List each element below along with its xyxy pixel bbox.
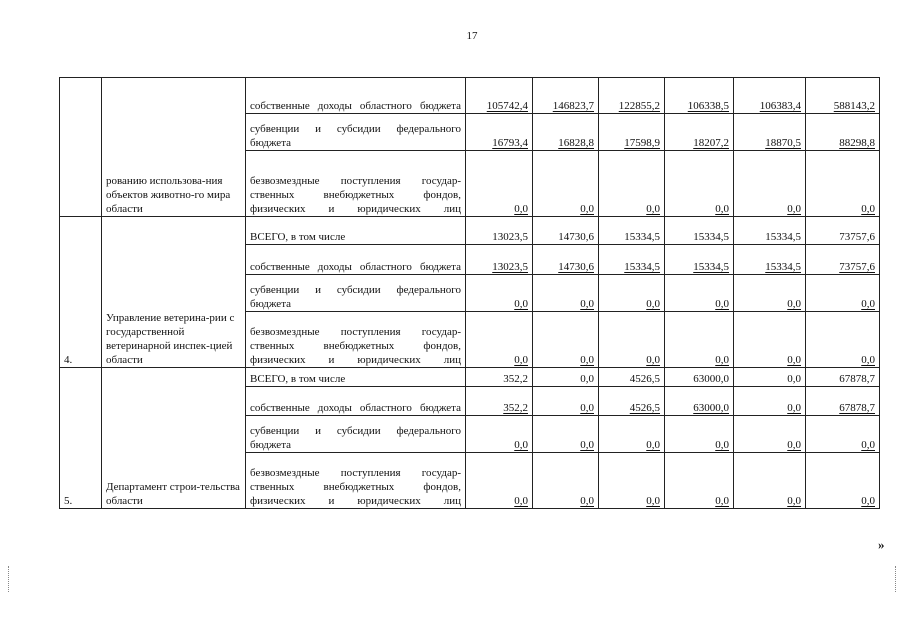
- year-value-cell: 0,0: [466, 453, 533, 509]
- table-row: [60, 368, 880, 387]
- funding-source-cell: безвозмездные поступления государ-ственных внебюджетных фондов, физических и юридических лиц: [246, 151, 466, 217]
- year-value-cell: 0,0: [466, 151, 533, 217]
- year-value-cell: 15334,5: [599, 245, 665, 275]
- year-value-cell: 0,0: [665, 453, 734, 509]
- total-value-cell: 73757,6: [806, 245, 880, 275]
- scan-margin-mark-right: [895, 566, 898, 592]
- year-value-cell: 0,0: [599, 275, 665, 312]
- total-value-cell: 588143,2: [806, 78, 880, 114]
- year-value-cell: 0,0: [665, 312, 734, 368]
- funding-source-cell: субвенции и субсидии федерального бюджета: [246, 275, 466, 312]
- year-value-cell: 16793,4: [466, 114, 533, 151]
- year-value-cell: 0,0: [599, 416, 665, 453]
- year-value-cell: 14730,6: [533, 245, 599, 275]
- funding-source-cell: собственные доходы областного бюджета: [246, 245, 466, 275]
- funding-source-cell: собственные доходы областного бюджета: [246, 78, 466, 114]
- table-row: [60, 78, 880, 114]
- page-number: 17: [466, 30, 478, 42]
- year-value-cell: 13023,5: [466, 217, 533, 245]
- year-value-cell: 15334,5: [734, 245, 806, 275]
- closing-quote-mark: »: [878, 537, 885, 552]
- year-value-cell: 0,0: [665, 416, 734, 453]
- year-value-cell: 0,0: [734, 151, 806, 217]
- year-value-cell: 63000,0: [665, 387, 734, 416]
- year-value-cell: 0,0: [734, 275, 806, 312]
- year-value-cell: 0,0: [599, 312, 665, 368]
- year-value-cell: 106338,5: [665, 78, 734, 114]
- total-value-cell: 0,0: [806, 416, 880, 453]
- year-value-cell: 4526,5: [599, 368, 665, 387]
- year-value-cell: 352,2: [466, 368, 533, 387]
- year-value-cell: 352,2: [466, 387, 533, 416]
- total-value-cell: 67878,7: [806, 368, 880, 387]
- total-value-cell: 0,0: [806, 151, 880, 217]
- year-value-cell: 0,0: [533, 416, 599, 453]
- total-value-cell: 67878,7: [806, 387, 880, 416]
- funding-source-cell: собственные доходы областного бюджета: [246, 387, 466, 416]
- year-value-cell: 0,0: [533, 368, 599, 387]
- year-value-cell: 13023,5: [466, 245, 533, 275]
- year-value-cell: 4526,5: [599, 387, 665, 416]
- year-value-cell: 106383,4: [734, 78, 806, 114]
- year-value-cell: 0,0: [533, 275, 599, 312]
- year-value-cell: 0,0: [665, 151, 734, 217]
- year-value-cell: 0,0: [466, 416, 533, 453]
- total-value-cell: 0,0: [806, 453, 880, 509]
- total-value-cell: 0,0: [806, 275, 880, 312]
- organization-cell: Департамент строи-тельства области: [102, 368, 246, 509]
- year-value-cell: 15334,5: [665, 217, 734, 245]
- funding-source-cell: безвозмездные поступления государ-ственных внебюджетных фондов, физических и юридических лиц: [246, 312, 466, 368]
- year-value-cell: 0,0: [533, 312, 599, 368]
- year-value-cell: 14730,6: [533, 217, 599, 245]
- scan-margin-mark-left: [8, 566, 11, 592]
- year-value-cell: 0,0: [533, 387, 599, 416]
- year-value-cell: 15334,5: [734, 217, 806, 245]
- year-value-cell: 0,0: [466, 312, 533, 368]
- year-value-cell: 122855,2: [599, 78, 665, 114]
- funding-source-cell: субвенции и субсидии федерального бюджета: [246, 114, 466, 151]
- year-value-cell: 0,0: [466, 275, 533, 312]
- year-value-cell: 105742,4: [466, 78, 533, 114]
- year-value-cell: 16828,8: [533, 114, 599, 151]
- organization-cell: рованию использова-ния объектов животно-го мира области: [102, 78, 246, 217]
- year-value-cell: 18207,2: [665, 114, 734, 151]
- year-value-cell: 0,0: [734, 416, 806, 453]
- total-value-cell: 88298,8: [806, 114, 880, 151]
- row-number-cell: [60, 78, 102, 217]
- funding-source-cell: ВСЕГО, в том числе: [246, 368, 466, 387]
- year-value-cell: 17598,9: [599, 114, 665, 151]
- year-value-cell: 63000,0: [665, 368, 734, 387]
- organization-cell: Управление ветерина-рии с государственной ветеринарной инспек-цией области: [102, 217, 246, 368]
- funding-source-cell: безвозмездные поступления государ-ственных внебюджетных фондов, физических и юридических лиц: [246, 453, 466, 509]
- year-value-cell: 15334,5: [665, 245, 734, 275]
- year-value-cell: 146823,7: [533, 78, 599, 114]
- year-value-cell: 0,0: [734, 368, 806, 387]
- year-value-cell: 0,0: [734, 387, 806, 416]
- year-value-cell: 0,0: [533, 151, 599, 217]
- table-body: [60, 78, 880, 509]
- year-value-cell: 0,0: [734, 312, 806, 368]
- year-value-cell: 0,0: [665, 275, 734, 312]
- row-number-cell: 5.: [60, 368, 102, 509]
- budget-table: [59, 77, 880, 509]
- table-row: [60, 217, 880, 245]
- year-value-cell: 0,0: [599, 151, 665, 217]
- funding-source-cell: ВСЕГО, в том числе: [246, 217, 466, 245]
- year-value-cell: 15334,5: [599, 217, 665, 245]
- total-value-cell: 0,0: [806, 312, 880, 368]
- total-value-cell: 73757,6: [806, 217, 880, 245]
- year-value-cell: 0,0: [533, 453, 599, 509]
- year-value-cell: 0,0: [734, 453, 806, 509]
- year-value-cell: 18870,5: [734, 114, 806, 151]
- year-value-cell: 0,0: [599, 453, 665, 509]
- funding-source-cell: субвенции и субсидии федерального бюджета: [246, 416, 466, 453]
- row-number-cell: 4.: [60, 217, 102, 368]
